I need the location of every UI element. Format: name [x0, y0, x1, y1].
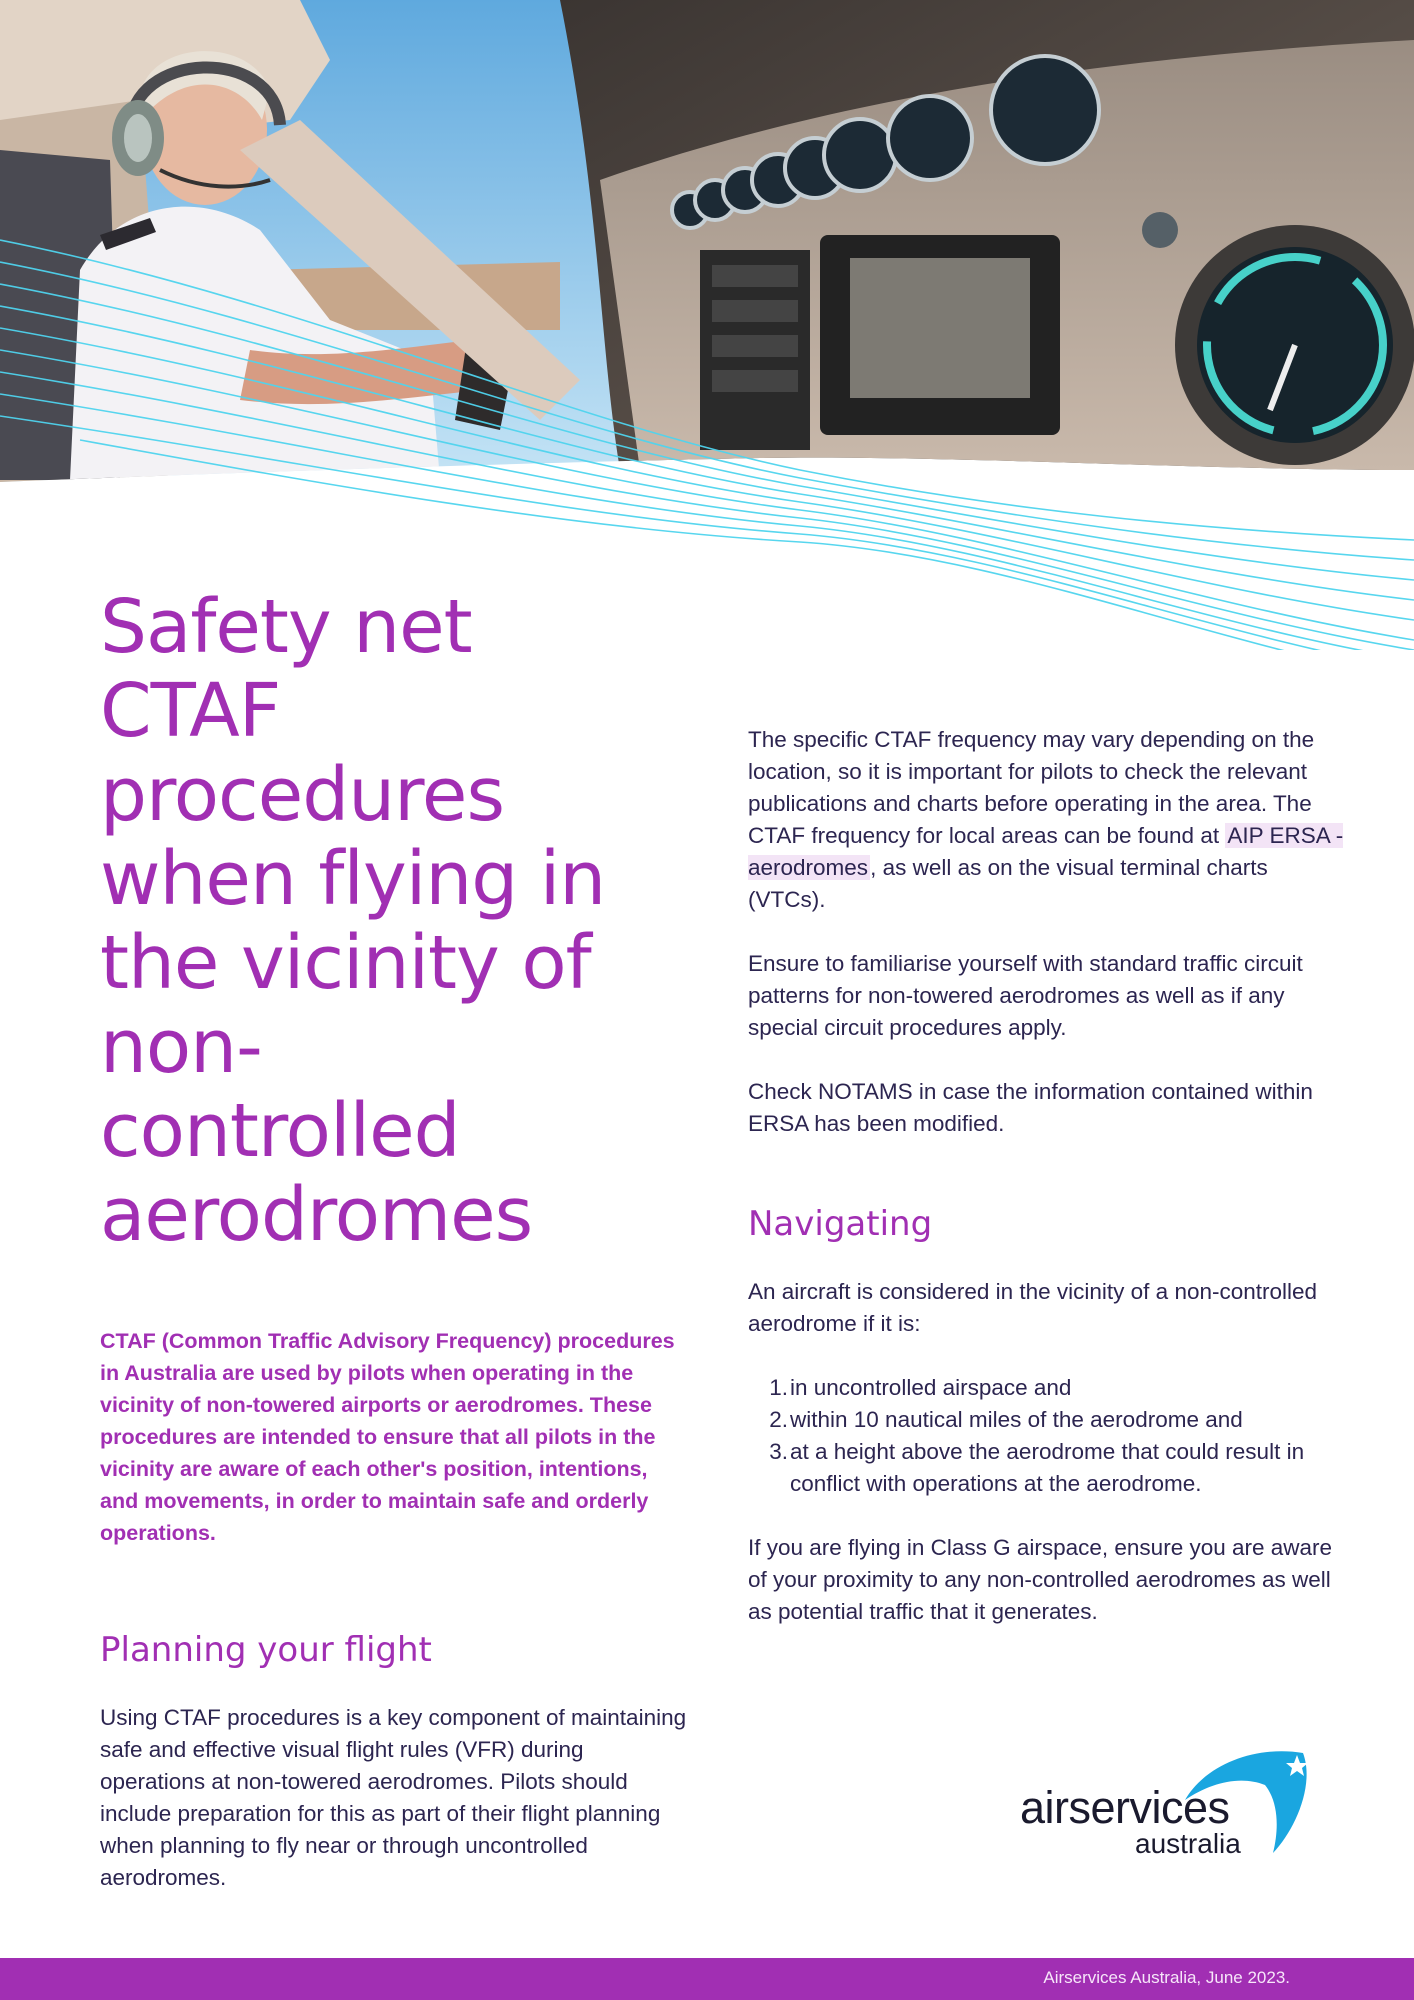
aip-ersa-link[interactable]: AIP ERSA - aerodromes	[748, 823, 1344, 880]
class-g-paragraph: If you are flying in Class G airspace, ensure you are aware of your proximity to any non-controlled aerodromes as well as potential traffic that it generates.	[748, 1535, 1333, 1624]
list-number: 1.	[769, 1375, 788, 1400]
planning-heading: Planning your flight	[100, 1630, 432, 1670]
list-text: in uncontrolled airspace and	[790, 1375, 1072, 1400]
planning-body: Using CTAF procedures is a key component of maintaining safe and effective visual flight rules (VFR) during operations at non-towered aerodromes. Pilots should include preparation for this as part of their flight planning when planning to fly near or through uncontrolled aerodromes.	[100, 1705, 687, 1890]
ctaf-frequency-text: The specific CTAF frequency may vary depending on the location, so it is important for pilots to check the relevant publications and charts before operating in the area. The CTAF frequency for local areas can be found at	[748, 727, 1315, 848]
intro-paragraph: CTAF (Common Traffic Advisory Frequency) procedures in Australia are used by pilots when operating in the vicinity of non-towered airports or aerodromes. These procedures are intended to ensure that all pilots in the vicinity are aware of each other's position, intentions, and movements, in order to maintain safe and orderly operations.	[100, 1329, 675, 1545]
page-title: Safety net CTAF procedures when flying in the vicinity of non-controlled aerodromes	[100, 584, 606, 1258]
airservices-logo	[1015, 1745, 1315, 1865]
vicinity-criteria-list	[748, 1372, 1348, 1500]
list-item	[748, 1372, 1348, 1404]
notams-paragraph: Check NOTAMS in case the information contained within ERSA has been modified.	[748, 1079, 1313, 1136]
list-number: 3.	[769, 1439, 788, 1464]
list-number: 2.	[769, 1407, 788, 1432]
list-item	[748, 1436, 1348, 1500]
logo-subtitle: australia	[1135, 1828, 1241, 1859]
navigating-heading: Navigating	[748, 1204, 933, 1244]
ctaf-frequency-paragraph	[748, 724, 1348, 916]
list-text: within 10 nautical miles of the aerodrome and	[790, 1407, 1243, 1432]
footer-credit: Airservices Australia, June 2023.	[1043, 1968, 1290, 1987]
cockpit-image	[0, 0, 1414, 650]
navigating-intro: An aircraft is considered in the vicinity of a non-controlled aerodrome if it is:	[748, 1279, 1318, 1336]
list-text: at a height above the aerodrome that could result in conflict with operations at the aerodrome.	[790, 1439, 1305, 1496]
circuit-patterns-paragraph: Ensure to familiarise yourself with standard traffic circuit patterns for non-towered aerodromes as well as if any special circuit procedures apply.	[748, 951, 1303, 1040]
list-item	[748, 1404, 1348, 1436]
hero-photo	[0, 0, 1414, 650]
ctaf-frequency-text-end: , as well as on the visual terminal charts (VTCs).	[748, 855, 1268, 912]
footer-bar	[0, 1958, 1414, 2000]
logo-wordmark: airservices	[1020, 1782, 1230, 1833]
